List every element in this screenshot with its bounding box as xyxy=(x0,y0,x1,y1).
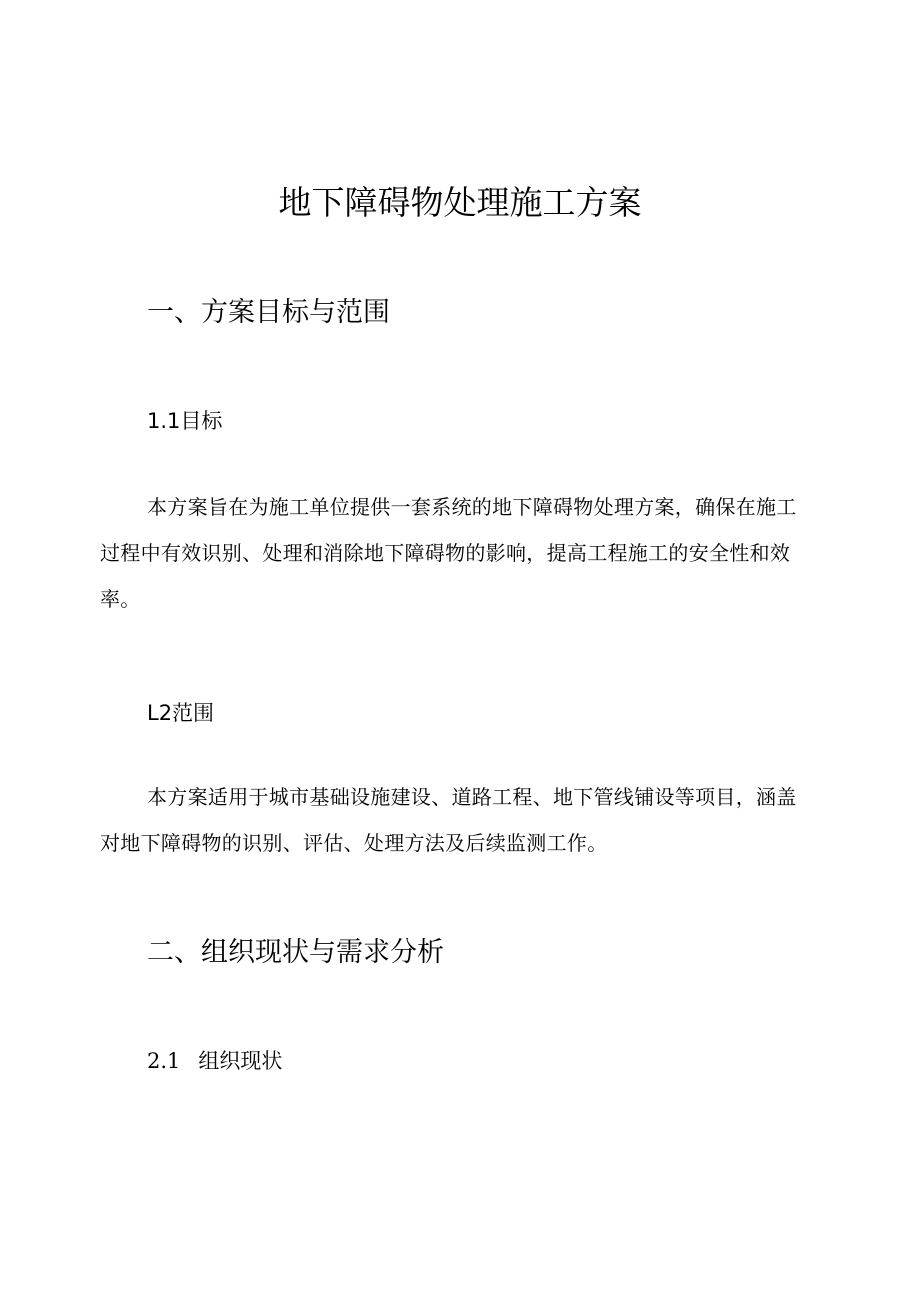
section-1-1-heading: 1.1目标 xyxy=(147,409,223,433)
section-2-1-number: 2.1 xyxy=(147,1049,181,1073)
document-title: 地下障碍物处理施工方案 xyxy=(278,183,642,222)
section-1-2-paragraph: 本方案适用于城市基础设施建设、道路工程、地下管线铺设等项目，涵盖对地下障碍物的识别、评估、处理方法及后续监测工作。 xyxy=(100,785,797,855)
section-2-1-heading xyxy=(147,1045,282,1077)
section-1-1-paragraph: 本方案旨在为施工单位提供一套系统的地下障碍物处理方案，确保在施工过程中有效识别、处理和消除地下障碍物的影响，提高工程施工的安全性和效率。 xyxy=(100,495,797,611)
section-1-2-heading: L2范围 xyxy=(147,701,215,725)
section-2-heading: 二、组织现状与需求分析 xyxy=(147,937,444,968)
section-1-heading: 一、方案目标与范围 xyxy=(147,297,390,328)
section-2-1-label: 组织现状 xyxy=(198,1049,283,1073)
